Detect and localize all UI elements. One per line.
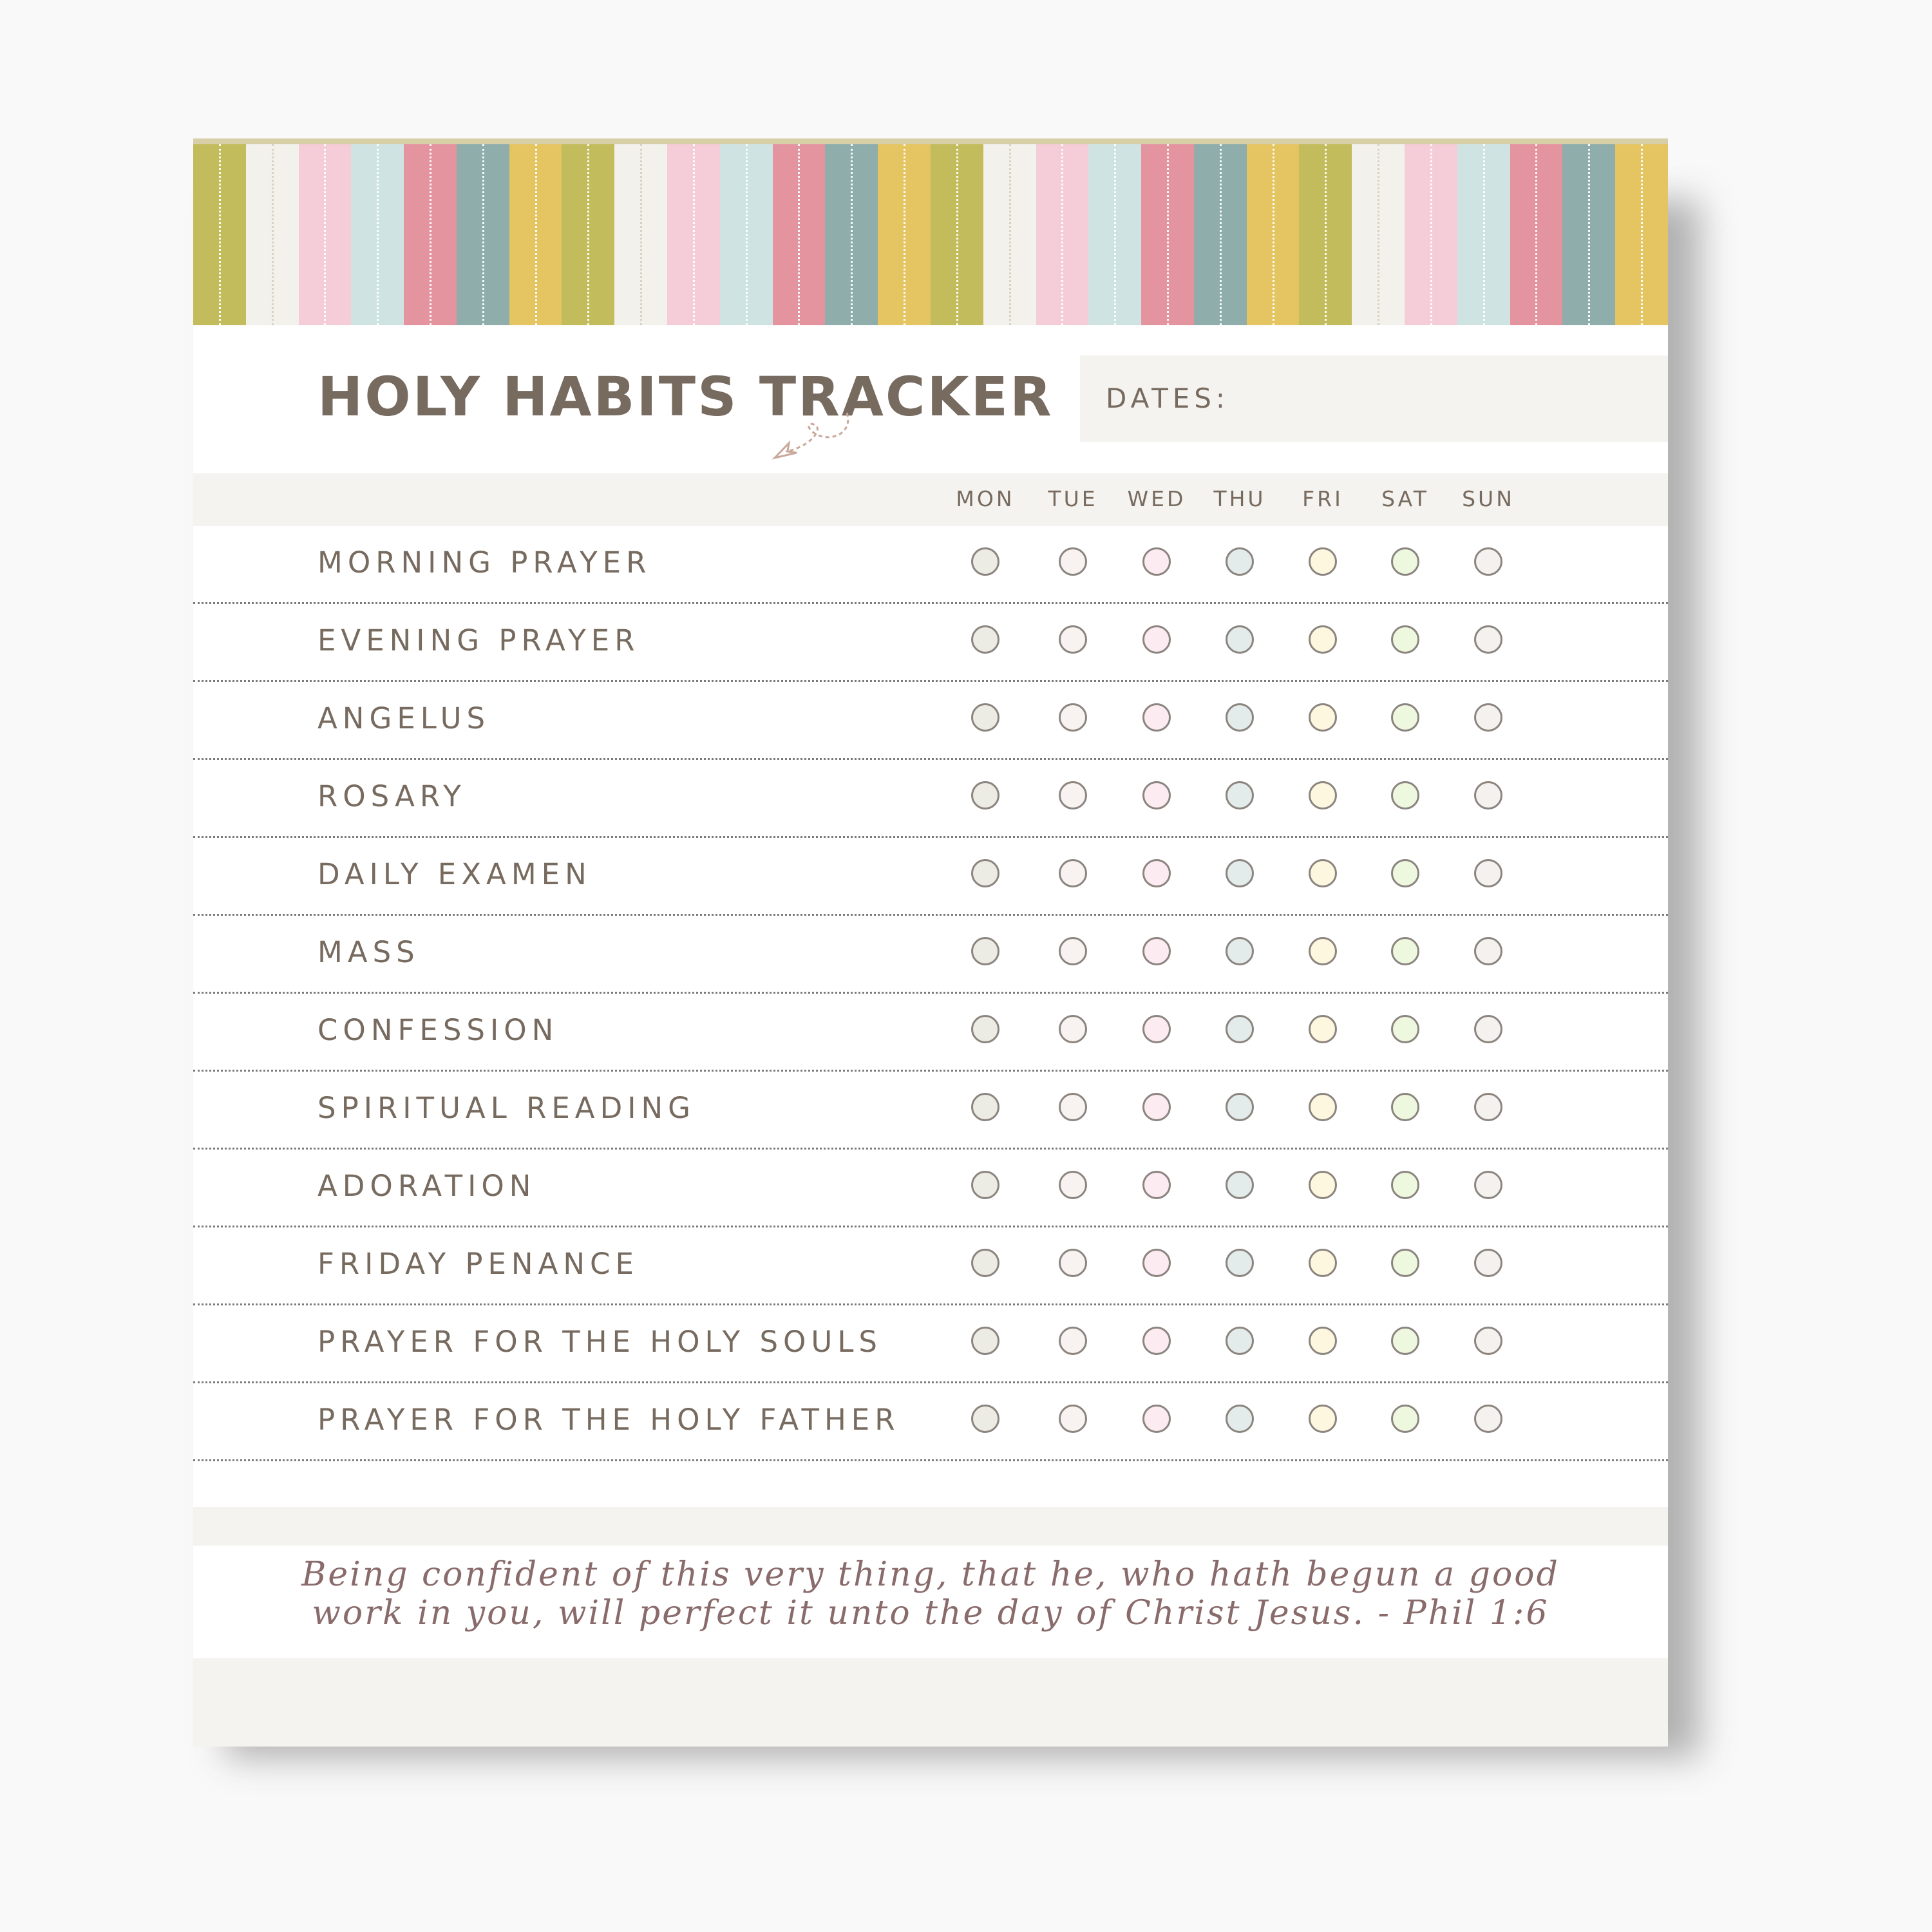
habit-row [193,1305,1668,1383]
checkbox-wed[interactable] [1142,1249,1171,1277]
checkbox-tue[interactable] [1059,1405,1087,1433]
checkbox-wed[interactable] [1142,1093,1171,1121]
checkbox-thu[interactable] [1226,625,1254,654]
header-stripe [1457,144,1510,325]
header-stripe [983,144,1036,325]
day-header-mon: MON [956,486,1015,511]
checkbox-sun[interactable] [1474,937,1502,965]
checkbox-tue[interactable] [1059,1249,1087,1277]
checkbox-sat[interactable] [1391,1093,1419,1121]
checkbox-wed[interactable] [1142,859,1171,887]
checkbox-thu[interactable] [1226,1093,1254,1121]
checkbox-tue[interactable] [1059,1171,1087,1199]
day-header-band [193,473,1668,526]
checkbox-wed[interactable] [1142,1015,1171,1043]
checkbox-tue[interactable] [1059,703,1087,732]
checkbox-sun[interactable] [1474,625,1502,654]
checkbox-sat[interactable] [1391,937,1419,965]
checkbox-sat[interactable] [1391,1015,1419,1043]
header-stripe [614,144,667,325]
habit-label: MORNING PRAYER [317,545,652,580]
day-header-thu: THU [1213,486,1266,511]
checkbox-fri[interactable] [1309,1171,1337,1199]
header-stripe [773,144,826,325]
checkbox-mon[interactable] [971,937,999,965]
habit-row [193,1150,1668,1227]
checkbox-sun[interactable] [1474,1015,1502,1043]
checkbox-mon[interactable] [971,547,999,576]
checkbox-mon[interactable] [971,703,999,732]
checkbox-fri[interactable] [1309,547,1337,576]
header-stripe [931,144,983,325]
checkbox-sun[interactable] [1474,859,1502,887]
checkbox-sun[interactable] [1474,1171,1502,1199]
habit-label: ANGELUS [317,701,491,735]
header-stripe [1088,144,1141,325]
header-stripe [509,144,562,325]
habit-label: CONFESSION [317,1013,559,1047]
habit-label: EVENING PRAYER [317,623,640,658]
habit-row [193,916,1668,994]
checkbox-tue[interactable] [1059,1093,1087,1121]
habit-row [193,1072,1668,1150]
checkbox-fri[interactable] [1309,1249,1337,1277]
checkbox-mon[interactable] [971,1015,999,1043]
habit-row [193,604,1668,682]
tracker-sheet [193,138,1668,1747]
checkbox-fri[interactable] [1309,703,1337,732]
checkbox-sun[interactable] [1474,1249,1502,1277]
habit-label: DAILY EXAMEN [317,857,592,891]
checkbox-fri[interactable] [1309,859,1337,887]
dates-field[interactable] [1080,355,1668,442]
checkbox-tue[interactable] [1059,1327,1087,1355]
checkbox-wed[interactable] [1142,1171,1171,1199]
checkbox-wed[interactable] [1142,937,1171,965]
checkbox-sat[interactable] [1391,1249,1419,1277]
checkbox-sat[interactable] [1391,547,1419,576]
checkbox-tue[interactable] [1059,1015,1087,1043]
header-stripe [1247,144,1300,325]
checkbox-thu[interactable] [1226,1249,1254,1277]
dates-label: DATES: [1106,383,1230,414]
header-stripe [246,144,299,325]
habit-row [193,1383,1668,1461]
habit-label: PRAYER FOR THE HOLY FATHER [317,1403,900,1437]
day-header-wed: WED [1127,486,1186,511]
habit-row [193,526,1668,604]
checkbox-sat[interactable] [1391,781,1419,810]
checkbox-fri[interactable] [1309,625,1337,654]
checkbox-fri[interactable] [1309,1405,1337,1433]
header-stripe [878,144,931,325]
checkbox-tue[interactable] [1059,937,1087,965]
checkbox-sat[interactable] [1391,703,1419,732]
checkbox-fri[interactable] [1309,1015,1337,1043]
checkbox-mon[interactable] [971,1327,999,1355]
header-stripe [193,144,246,325]
checkbox-wed[interactable] [1142,547,1171,576]
checkbox-wed[interactable] [1142,781,1171,810]
checkbox-sat[interactable] [1391,1171,1419,1199]
header-stripe [667,144,720,325]
checkbox-thu[interactable] [1226,547,1254,576]
checkbox-mon[interactable] [971,859,999,887]
header-stripe [299,144,352,325]
checkbox-fri[interactable] [1309,937,1337,965]
checkbox-thu[interactable] [1226,1171,1254,1199]
checkbox-wed[interactable] [1142,625,1171,654]
habit-label: SPIRITUAL READING [317,1091,696,1125]
checkbox-thu[interactable] [1226,781,1254,810]
header-stripe [1562,144,1615,325]
header-stripe [351,144,404,325]
striped-header-band [193,138,1668,325]
day-header-tue: TUE [1048,486,1098,511]
checkbox-sun[interactable] [1474,1327,1502,1355]
checkbox-thu[interactable] [1226,859,1254,887]
habit-row [193,1227,1668,1305]
footer-band-top [193,1507,1668,1546]
header-stripe [1036,144,1089,325]
checkbox-fri[interactable] [1309,1327,1337,1355]
checkbox-thu[interactable] [1226,703,1254,732]
checkbox-sat[interactable] [1391,1405,1419,1433]
habit-row [193,682,1668,760]
habit-row [193,838,1668,916]
checkbox-mon[interactable] [971,1171,999,1199]
page-title: HOLY HABITS TRACKER [317,365,1054,428]
checkbox-tue[interactable] [1059,625,1087,654]
header-stripe [1405,144,1457,325]
checkbox-sun[interactable] [1474,781,1502,810]
checkbox-thu[interactable] [1226,1015,1254,1043]
checkbox-wed[interactable] [1142,1327,1171,1355]
checkbox-thu[interactable] [1226,1405,1254,1433]
verse-line-2: work in you, will perfect it unto the day of Christ Jesus. - Phil 1:6 [312,1594,1549,1633]
doodle-arrow-icon [770,408,853,466]
checkbox-mon[interactable] [971,625,999,654]
header-stripe [457,144,509,325]
checkbox-tue[interactable] [1059,547,1087,576]
habit-label: PRAYER FOR THE HOLY SOULS [317,1325,882,1359]
checkbox-sat[interactable] [1391,1327,1419,1355]
day-header-sat: SAT [1381,486,1429,511]
checkbox-sat[interactable] [1391,859,1419,887]
header-stripe [562,144,614,325]
scripture-verse [290,1555,1571,1633]
checkbox-wed[interactable] [1142,703,1171,732]
header-stripe [720,144,773,325]
checkbox-mon[interactable] [971,781,999,810]
checkbox-fri[interactable] [1309,781,1337,810]
header-stripe [1510,144,1563,325]
habit-label: ROSARY [317,779,466,813]
header-stripe [1141,144,1194,325]
checkbox-thu[interactable] [1226,937,1254,965]
header-stripe [1615,144,1668,325]
checkbox-mon[interactable] [971,1249,999,1277]
checkbox-sun[interactable] [1474,547,1502,576]
footer-band-bottom [193,1658,1668,1747]
checkbox-tue[interactable] [1059,781,1087,810]
habit-label: FRIDAY PENANCE [317,1247,639,1281]
checkbox-mon[interactable] [971,1093,999,1121]
day-header-fri: FRI [1302,486,1343,511]
checkbox-fri[interactable] [1309,1093,1337,1121]
day-header-sun: SUN [1462,486,1515,511]
checkbox-thu[interactable] [1226,1327,1254,1355]
checkbox-wed[interactable] [1142,1405,1171,1433]
habit-label: ADORATION [317,1169,536,1203]
header-stripe [825,144,878,325]
verse-line-1: Being confident of this very thing, that he, who hath begun a good [301,1555,1560,1594]
header-stripe [404,144,457,325]
header-stripe [1352,144,1405,325]
checkbox-sun[interactable] [1474,703,1502,732]
habit-row [193,760,1668,838]
checkbox-tue[interactable] [1059,859,1087,887]
habit-label: MASS [317,935,420,969]
header-stripe [1194,144,1247,325]
checkbox-sat[interactable] [1391,625,1419,654]
checkbox-mon[interactable] [971,1405,999,1433]
checkbox-sun[interactable] [1474,1405,1502,1433]
checkbox-sun[interactable] [1474,1093,1502,1121]
header-stripe [1299,144,1352,325]
habit-row [193,994,1668,1072]
